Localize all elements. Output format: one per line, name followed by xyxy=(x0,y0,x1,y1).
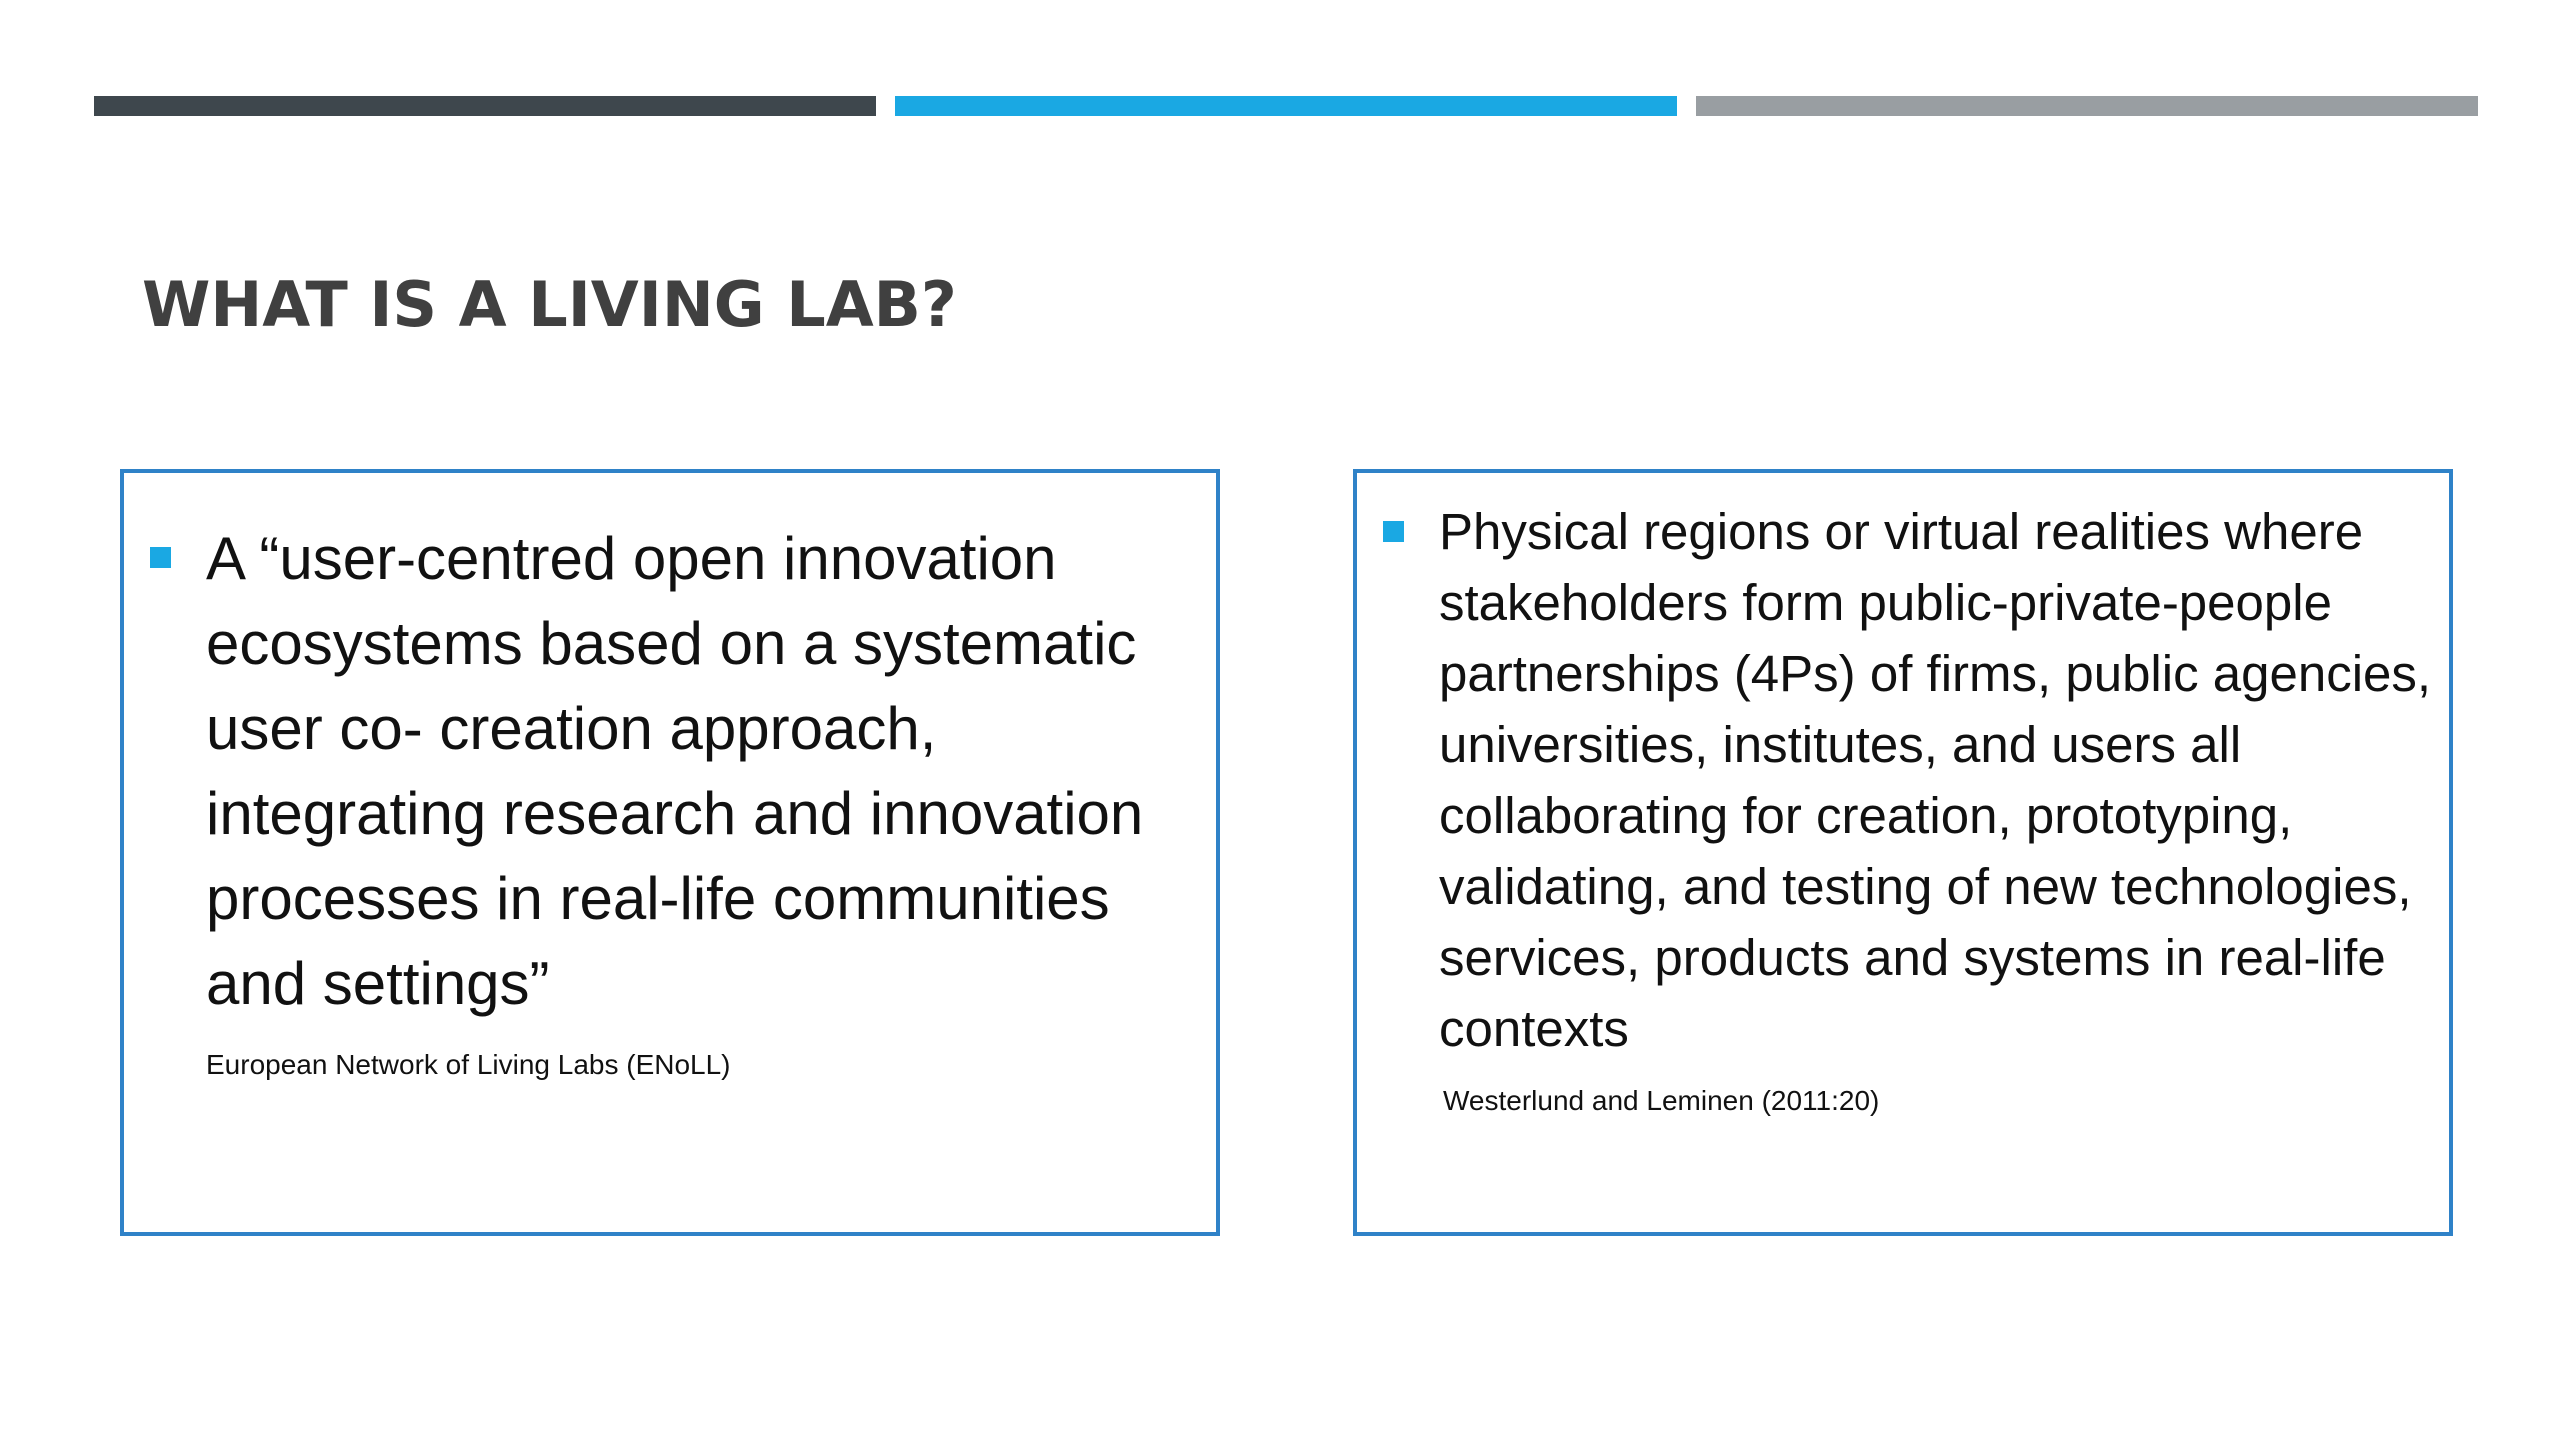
enoll-source-citation: European Network of Living Labs (ENoLL) xyxy=(206,1049,731,1080)
header-bar-dark xyxy=(94,96,876,116)
enoll-definition-text: A “user-centred open innovation ecosystems based on a systematic user co- creation approach, integrating research and innovation processes in real-life communities and settings” xyxy=(206,525,1144,1017)
westerlund-source-citation: Westerlund and Leminen (2011:20) xyxy=(1443,1085,1880,1116)
square-bullet-icon xyxy=(150,547,171,568)
definition-card-westerlund xyxy=(1353,469,2453,1236)
definition-card-enoll xyxy=(120,469,1220,1236)
header-bar-gray xyxy=(1696,96,2478,116)
slide-title: WHAT IS A LIVING LAB? xyxy=(142,268,957,341)
square-bullet-icon xyxy=(1383,521,1404,542)
header-bar-blue xyxy=(895,96,1677,116)
westerlund-definition-text: Physical regions or virtual realities where stakeholders form public-private-people partnerships (4Ps) of firms, public agencies, universities, institutes, and users all collaborating for creation, prototyping, validating, and testing of new technologies, services, products and systems in real-life contexts xyxy=(1439,503,2432,1057)
